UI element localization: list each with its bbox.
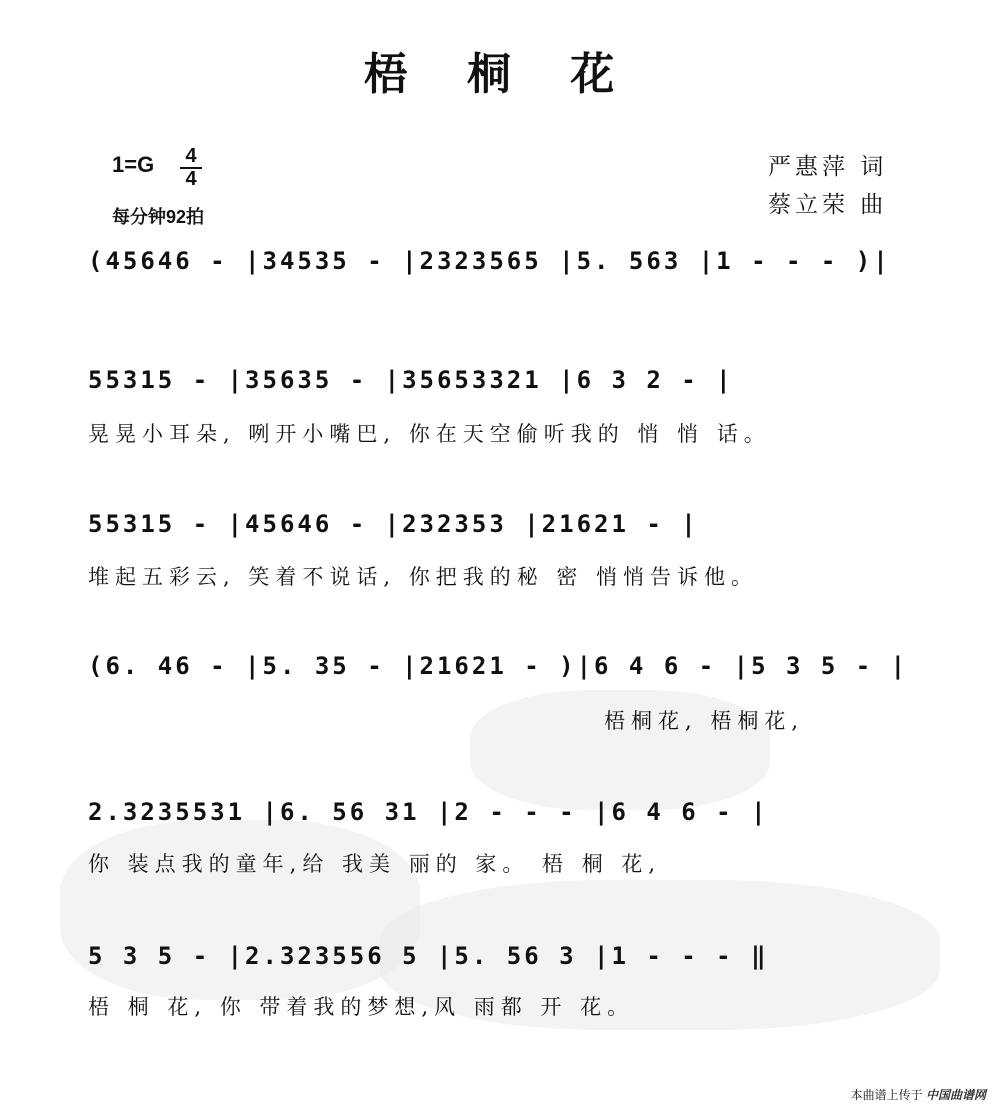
scan-smudge xyxy=(60,820,420,1000)
tempo-marking: 每分钟92拍 xyxy=(112,207,205,227)
site-logo[interactable]: 中国曲谱网 xyxy=(925,1088,986,1102)
notation-row-5: 2.3235531 |6. 56 31 |2 - - - |6 4 6 - | xyxy=(88,798,769,826)
lyrics-row-6: 梧 桐 花, 你 带着我的梦想,风 雨都 开 花。 xyxy=(88,995,635,1019)
lyricist-credit: 严惠萍 词 xyxy=(768,154,888,180)
lyrics-row-2: 晃晃小耳朵, 咧开小嘴巴, 你在天空偷听我的 悄 悄 话。 xyxy=(88,422,771,446)
footer-text: 本曲谱上传于 xyxy=(850,1088,923,1102)
notation-row-4: (6. 46 - |5. 35 - |21621 - )|6 4 6 - |5 3 5 - | xyxy=(88,652,909,680)
time-signature xyxy=(180,146,202,190)
notation-row-6: 5 3 5 - |2.323556 5 |5. 56 3 |1 - - - ‖ xyxy=(88,942,769,970)
notation-row-1: (45646 - |34535 - |2323565 |5. 563 |1 - - - )| xyxy=(88,247,891,275)
song-title: 梧 桐 花 xyxy=(363,49,637,100)
lyrics-row-4: 梧桐花, 梧桐花, xyxy=(604,709,805,733)
composer-credit: 蔡立荣 曲 xyxy=(768,192,888,218)
time-signature-bottom: 4 xyxy=(180,167,202,190)
key-signature: 1=G xyxy=(112,152,155,177)
notation-row-3: 55315 - |45646 - |232353 |21621 - | xyxy=(88,510,699,538)
time-signature-top: 4 xyxy=(185,145,197,167)
notation-row-2: 55315 - |35635 - |35653321 |6 3 2 - | xyxy=(88,366,734,394)
source-footer xyxy=(851,1086,986,1103)
lyrics-row-3: 堆起五彩云, 笑着不说话, 你把我的秘 密 悄悄告诉他。 xyxy=(88,565,759,589)
lyrics-row-5: 你 装点我的童年,给 我美 丽的 家。 梧 桐 花, xyxy=(88,852,662,876)
